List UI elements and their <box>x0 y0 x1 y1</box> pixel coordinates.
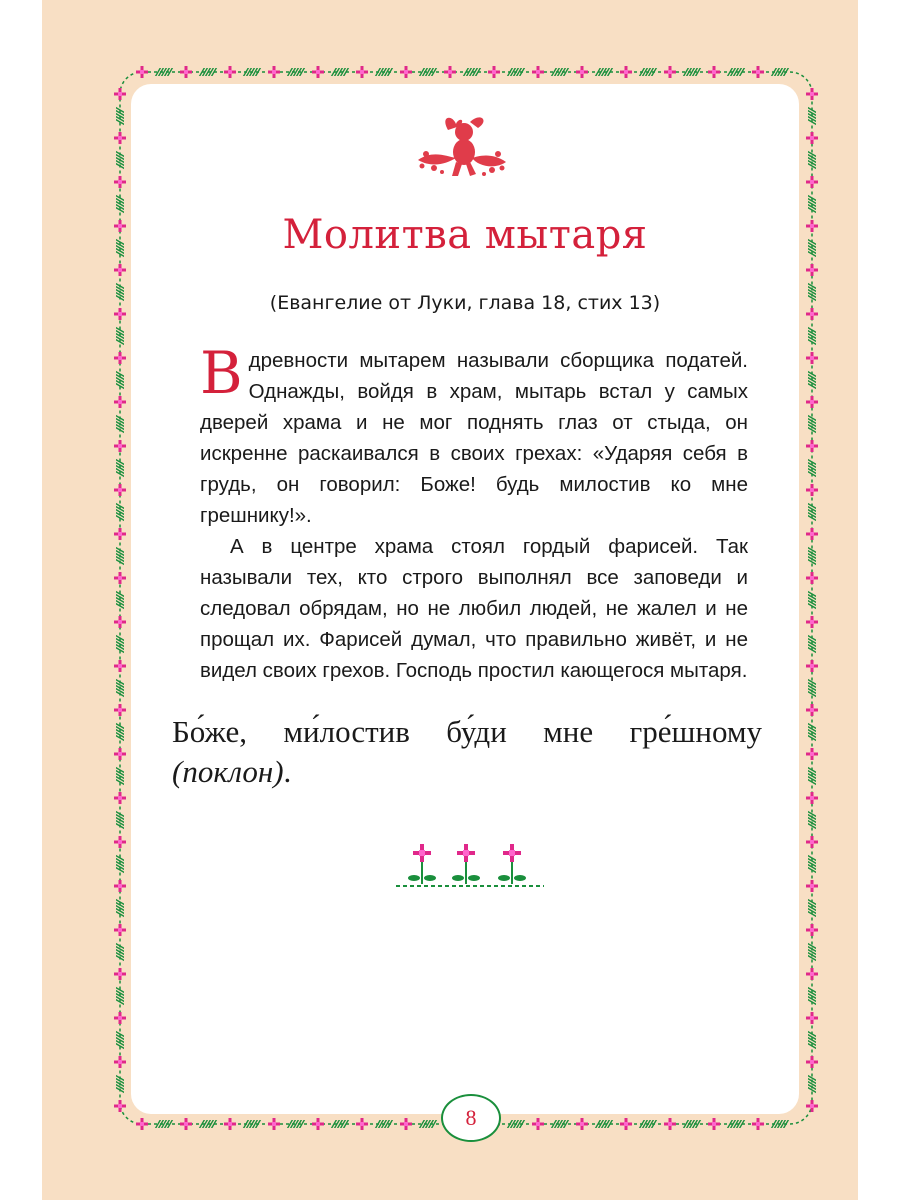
paragraph-second: А в центре храма стоял гордый фарисей. Так называли тех, кто строго выполнял все заповеди и следовал обрядам, но не любил людей, не жалел и не прощал их. Фарисей думал, что правильно живёт, и не видел своих грехов. Господь простил кающегося мытаря. <box>200 535 748 682</box>
prayer-note: (поклон) <box>172 754 284 789</box>
prayer-text <box>172 712 762 792</box>
page-title: Молитва мытаря <box>282 212 648 258</box>
page-subtitle: (Евангелие от Луки, глава 18, стих 13) <box>269 292 661 314</box>
paragraph-first <box>200 339 748 531</box>
cherub-ornament-icon <box>412 112 512 188</box>
body-text <box>200 339 748 686</box>
flowers-ornament-icon <box>392 842 548 890</box>
prayer-words: Бо́же, ми́лостив бу́ди мне гре́шному <box>172 714 762 749</box>
page-number-badge <box>441 1094 501 1142</box>
drop-cap: В <box>200 339 243 407</box>
prayer-end: . <box>283 754 292 789</box>
page-number: 8 <box>465 1105 477 1130</box>
paragraph-first-text: древности мытарем называли сборщика податей. Однажды, войдя в храм, мытарь встал у самых дверей храма и не мог поднять глаз от стыда, он искренне раскаивался в своих грехах: «Ударяя себя в грудь, он говорил: Боже! будь милостив ко мне грешнику!». <box>200 349 748 527</box>
